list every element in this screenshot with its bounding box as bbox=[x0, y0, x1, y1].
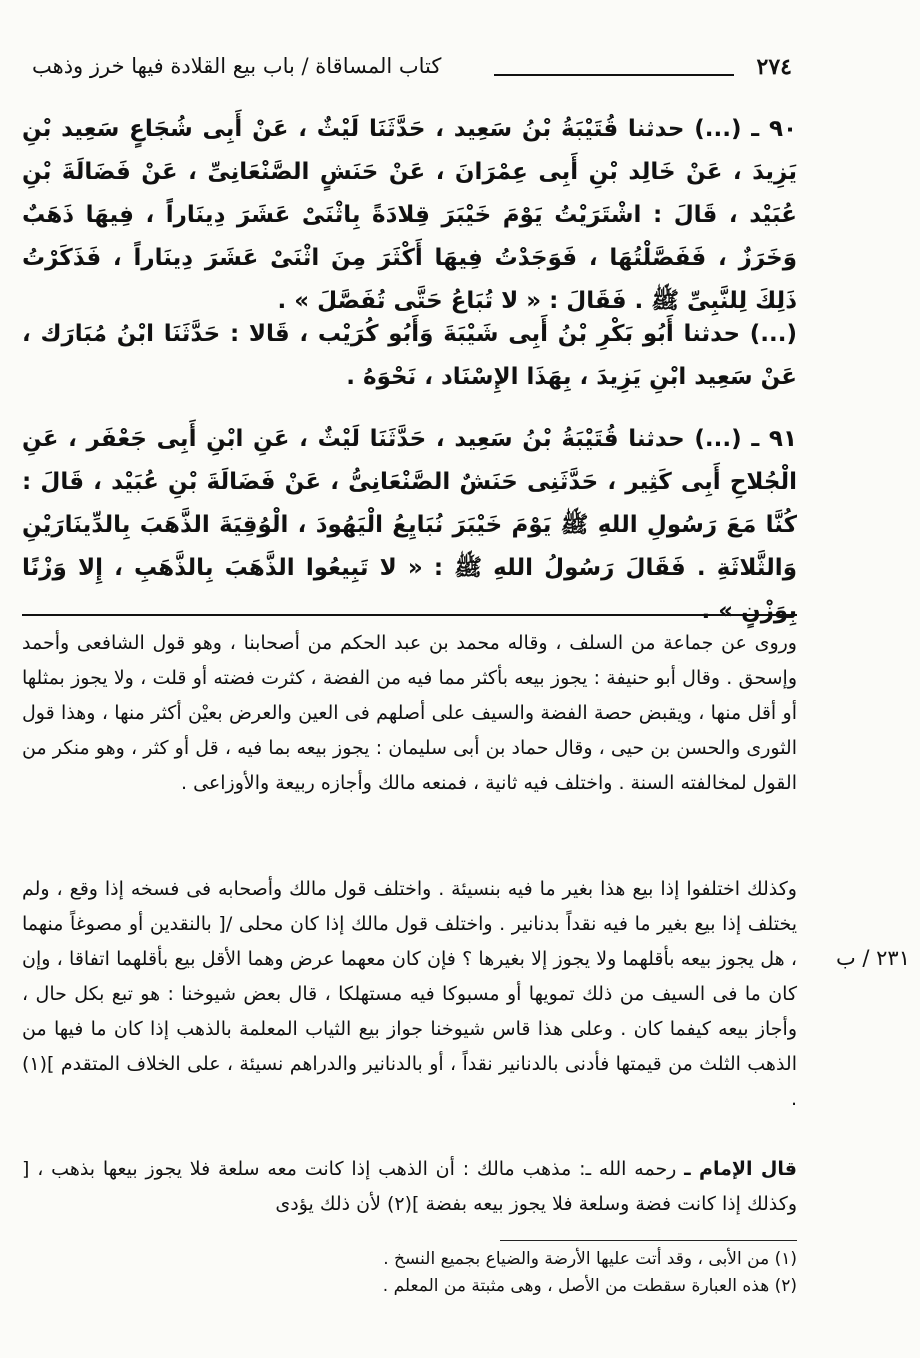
running-title: كتاب المساقاة / باب بيع القلادة فيها خرز وذهب bbox=[32, 54, 442, 78]
commentary-lead: قال الإمام ـ bbox=[684, 1158, 797, 1180]
page-header bbox=[32, 54, 792, 94]
hadith-90-variant bbox=[22, 313, 797, 399]
commentary-text: وروى عن جماعة من السلف ، وقاله محمد بن عبد الحكم من أصحابنا ، وهو قول الشافعى وأحمد وإسحق . وقال أبو حنيفة : يجوز بيعه بأكثر مما فيه من الفضة ، كثرت فضته أو قلت ، ولا يجوز بمثلها أو أقل منها ، ويقبض حصة الفضة والسيف على أصلهم فى العين والعرض بعيْن أكثر منها ، وهذا قول الثورى والحسن بن حيى ، وقال حماد بن أبى سليمان : يجوز بيعه بما فيه ، قل أو كثر ، وهو منكر من القول لمخالفته السنة . واختلف فيه ثانية ، فمنعه مالك وأجازه ربيعة والأوزاعى . bbox=[22, 632, 797, 794]
commentary-text: رحمه الله ـ: مذهب مالك : أن الذهب إذا كانت معه سلعة فلا يجوز بيعها بذهب ، [ وكذلك إذا كانت فضة وسلعة فلا يجوز بيعه بفضة ](٢) لأن ذلك يؤدى bbox=[22, 1158, 797, 1215]
commentary-text: وكذلك اختلفوا إذا بيع هذا بغير ما فيه بنسيئة . واختلف قول مالك وأصحابه فى فسخه إذا وقع ، ولم يختلف إذا بيع بغير ما فيه نقداً بدنانير . واختلف قول مالك إذا كان محلى /[ بالنقدين أو مصوغاً منهما ، هل يجوز بيعه بأقلهما ولا يجوز إلا بغيرها ؟ فإن كان معهما عرض وهما الأقل بيع بأقلهما اتفاقا ، وإن كان ما فى السيف من ذلك تمويها أو مسبوكا فيه مستهلكا ، قال بعض شيوخنا : هو تبع بكل حال ، وأجاز بيعه كيفما كان . وعلى هذا قاس شيوخنا جواز بيع الثياب المعلمة بالذهب إذا كان ما فيها من الذهب الثلث من قيمتها فأدنى بالدنانير نقداً ، أو بالدنانير والدراهم نسيئة ، على الخلاف المتقدم ](١) . bbox=[22, 878, 797, 1110]
hadith-number: ٩٠ ـ bbox=[751, 116, 798, 142]
commentary-paragraph bbox=[22, 872, 797, 1117]
commentary-paragraph bbox=[22, 626, 797, 801]
commentary-paragraph bbox=[22, 1152, 797, 1222]
footnote-1: (١) من الأبى ، وقد أتت عليها الأرضة والضياع بجميع النسخ . bbox=[383, 1249, 797, 1269]
hadith-number: ٩١ ـ bbox=[751, 426, 797, 452]
hadith-text: (...) حدثنا أَبُو بَكْرِ بْنُ أَبِى شَيْبَةَ وَأَبُو كُرَيْب ، قَالا : حَدَّثَنَا ابْنُ مُبَارَك ، عَنْ سَعِيد ابْنِ يَزِيدَ ، بِهَذَا الإِسْنَاد ، نَحْوَهُ . bbox=[22, 321, 797, 390]
section-divider bbox=[22, 614, 797, 616]
footnote-divider bbox=[500, 1240, 797, 1241]
hadith-text: (...) حدثنا قُتَيْبَةُ بْنُ سَعِيد ، حَدَّثَنَا لَيْثٌ ، عَنِ ابْنِ أَبِى جَعْفَر ، عَنِ الْجُلاحِ أَبِى كَثِير ، حَدَّثَنِى حَنَشٌ الصَّنْعَانِىُّ ، عَنْ فَضَالَةَ بْنِ عُبَيْد ، قَالَ : كُنَّا مَعَ رَسُولِ اللهِ ﷺ يَوْمَ خَيْبَرَ نُبَايِعُ الْيَهُودَ ، الْوُقِيَةَ الذَّهَبَ بِالدِّينَارَيْنِ وَالثَّلاثَةِ . فَقَالَ رَسُولُ اللهِ ﷺ : « لا تَبِيعُوا الذَّهَبَ بِالذَّهَبِ ، إِلا وَزْنًا بِوَزْنٍ » . bbox=[22, 426, 797, 624]
footnote-2: (٢) هذه العبارة سقطت من الأصل ، وهى مثبتة من المعلم . bbox=[382, 1276, 797, 1296]
manuscript-folio-marker: ٢٣١ / ب bbox=[835, 946, 910, 970]
hadith-text: (...) حدثنا قُتَيْبَةُ بْنُ سَعِيد ، حَدَّثَنَا لَيْثٌ ، عَنْ أَبِى شُجَاعٍ سَعِيد بْنِ يَزِيدَ ، عَنْ خَالِد بْنِ أَبِى عِمْرَانَ ، عَنْ حَنَشٍ الصَّنْعَانِىِّ ، عَنْ فَضَالَةَ بْنِ عُبَيْد ، قَالَ : اشْتَرَيْتُ يَوْمَ خَيْبَرَ قِلادَةً بِاثْنَىْ عَشَرَ دِينَاراً ، فِيهَا ذَهَبٌ وَخَرَزٌ ، فَفَصَّلْتُهَا ، فَوَجَدْتُ فِيهَا أَكْثَرَ مِنَ اثْنَىْ عَشَرَ دِينَاراً ، فَذَكَرْتُ ذَلِكَ لِلنَّبِىِّ ﷺ . فَقَالَ : « لا تُبَاعُ حَتَّى تُفَصَّلَ » . bbox=[22, 116, 797, 314]
footnotes bbox=[22, 1246, 797, 1300]
header-rule bbox=[494, 74, 734, 76]
page-number: ٢٧٤ bbox=[756, 54, 792, 80]
hadith-91 bbox=[22, 418, 797, 633]
hadith-90 bbox=[22, 108, 797, 323]
